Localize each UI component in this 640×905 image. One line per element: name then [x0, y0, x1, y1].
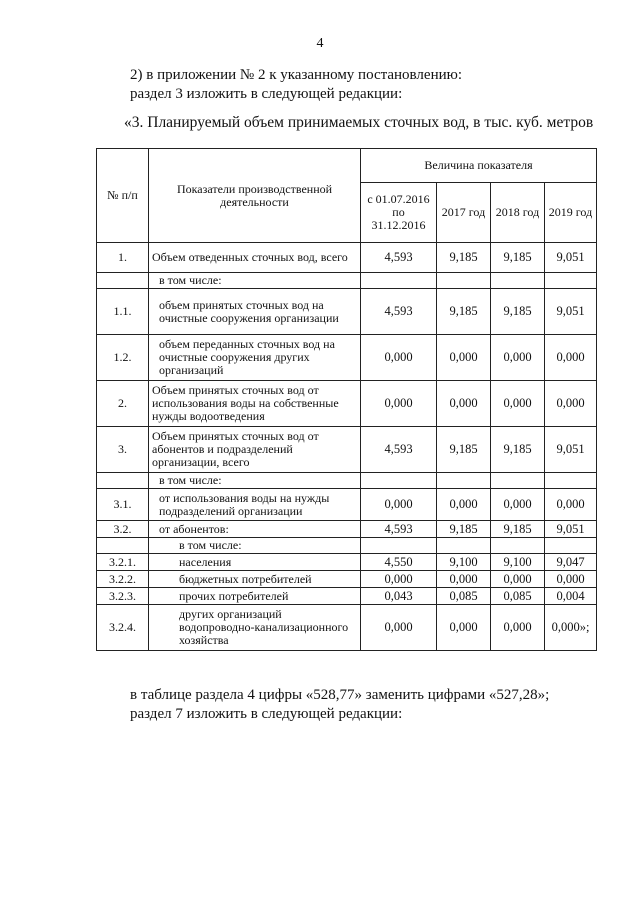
- header-indicator: Показатели производственной деятельности: [149, 149, 361, 243]
- header-value-group: Величина показателя: [361, 149, 597, 183]
- value-2019: 0,000: [545, 335, 597, 381]
- outro-line-1: в таблице раздела 4 цифры «528,77» заменить цифрами «527,28»;: [130, 687, 550, 703]
- value-period: 0,000: [361, 571, 437, 588]
- value-2017: [437, 273, 491, 289]
- value-period: 4,593: [361, 521, 437, 538]
- value-2017: 0,085: [437, 588, 491, 605]
- value-2017: 0,000: [437, 335, 491, 381]
- value-2017: 9,100: [437, 554, 491, 571]
- value-2017: 9,185: [437, 289, 491, 335]
- value-2017: 9,185: [437, 427, 491, 473]
- value-2018: 0,085: [491, 588, 545, 605]
- header-2019: 2019 год: [545, 183, 597, 243]
- value-2019: 9,047: [545, 554, 597, 571]
- table-row: [97, 554, 597, 571]
- value-2017: 0,000: [437, 571, 491, 588]
- row-name: Объем принятых сточных вод от абонентов и подразделений организации, всего: [149, 427, 361, 473]
- intro-line-1: 2) в приложении № 2 к указанному постановлению:: [130, 67, 462, 83]
- value-period: [361, 273, 437, 289]
- row-name: объем переданных сточных вод на очистные сооружения других организаций: [149, 335, 361, 381]
- value-2017: 9,185: [437, 243, 491, 273]
- row-name: в том числе:: [149, 538, 361, 554]
- value-2019: 9,051: [545, 243, 597, 273]
- row-name: объем принятых сточных вод на очистные сооружения организации: [149, 289, 361, 335]
- table-row: [97, 243, 597, 273]
- value-2018: [491, 473, 545, 489]
- table-row: [97, 381, 597, 427]
- value-period: 4,593: [361, 243, 437, 273]
- value-2018: [491, 273, 545, 289]
- value-2019: [545, 273, 597, 289]
- value-period: [361, 473, 437, 489]
- row-name: Объем отведенных сточных вод, всего: [149, 243, 361, 273]
- value-2019: 9,051: [545, 521, 597, 538]
- value-2019: 9,051: [545, 427, 597, 473]
- row-name: населения: [149, 554, 361, 571]
- value-2019: 9,051: [545, 289, 597, 335]
- value-2018: 9,100: [491, 554, 545, 571]
- value-2018: 0,000: [491, 381, 545, 427]
- table-row: [97, 273, 597, 289]
- row-no: 1.: [97, 243, 149, 273]
- value-period: 0,000: [361, 381, 437, 427]
- header-no: № п/п: [97, 149, 149, 243]
- value-2018: 9,185: [491, 289, 545, 335]
- row-name: от использования воды на нужды подразделений организации: [149, 489, 361, 521]
- value-period: 0,000: [361, 605, 437, 651]
- value-2019: 0,000: [545, 571, 597, 588]
- row-no: 3.2.: [97, 521, 149, 538]
- value-period: 4,593: [361, 427, 437, 473]
- table-row: [97, 588, 597, 605]
- planned-volume-table: [96, 148, 597, 651]
- value-2017: [437, 473, 491, 489]
- value-2018: 9,185: [491, 243, 545, 273]
- table-row: [97, 473, 597, 489]
- row-name: бюджетных потребителей: [149, 571, 361, 588]
- value-2017: 0,000: [437, 381, 491, 427]
- header-2017: 2017 год: [437, 183, 491, 243]
- value-2019: [545, 538, 597, 554]
- row-no: 2.: [97, 381, 149, 427]
- value-period: 0,000: [361, 335, 437, 381]
- value-2018: 0,000: [491, 335, 545, 381]
- value-2019: 0,000: [545, 489, 597, 521]
- row-name: от абонентов:: [149, 521, 361, 538]
- row-no: [97, 473, 149, 489]
- value-2017: 0,000: [437, 605, 491, 651]
- table-row: [97, 335, 597, 381]
- header-2018: 2018 год: [491, 183, 545, 243]
- page-number: 4: [316, 36, 324, 51]
- table-row: [97, 538, 597, 554]
- value-2018: [491, 538, 545, 554]
- table-row: [97, 427, 597, 473]
- value-period: 0,000: [361, 489, 437, 521]
- row-no: [97, 538, 149, 554]
- intro-line-2: раздел 3 изложить в следующей редакции:: [130, 86, 403, 102]
- row-no: 1.2.: [97, 335, 149, 381]
- row-no: [97, 273, 149, 289]
- outro-line-2: раздел 7 изложить в следующей редакции:: [130, 706, 403, 722]
- table-row: [97, 571, 597, 588]
- row-no: 3.1.: [97, 489, 149, 521]
- value-2017: 9,185: [437, 521, 491, 538]
- row-no: 3.2.3.: [97, 588, 149, 605]
- value-period: 4,593: [361, 289, 437, 335]
- row-name: прочих потребителей: [149, 588, 361, 605]
- row-no: 3.2.2.: [97, 571, 149, 588]
- row-name: других организаций водопроводно-канализационного хозяйства: [149, 605, 361, 651]
- table-row: [97, 489, 597, 521]
- value-period: 0,043: [361, 588, 437, 605]
- value-2018: 0,000: [491, 489, 545, 521]
- row-name: в том числе:: [149, 273, 361, 289]
- header-period: с 01.07.2016 по 31.12.2016: [361, 183, 437, 243]
- value-2018: 0,000: [491, 605, 545, 651]
- row-no: 1.1.: [97, 289, 149, 335]
- value-period: 4,550: [361, 554, 437, 571]
- row-no: 3.2.4.: [97, 605, 149, 651]
- value-2019: 0,000: [545, 381, 597, 427]
- row-name: Объем принятых сточных вод от использования воды на собственные нужды водоотведения: [149, 381, 361, 427]
- value-2018: 0,000: [491, 571, 545, 588]
- table-row: [97, 289, 597, 335]
- table-row: [97, 605, 597, 651]
- row-no: 3.: [97, 427, 149, 473]
- value-2017: 0,000: [437, 489, 491, 521]
- row-name: в том числе:: [149, 473, 361, 489]
- row-no: 3.2.1.: [97, 554, 149, 571]
- value-2019: 0,000»;: [545, 605, 597, 651]
- value-2018: 9,185: [491, 521, 545, 538]
- section-title: «3. Планируемый объем принимаемых сточных вод, в тыс. куб. метров: [124, 114, 594, 131]
- value-2017: [437, 538, 491, 554]
- value-period: [361, 538, 437, 554]
- value-2018: 9,185: [491, 427, 545, 473]
- table-row: [97, 521, 597, 538]
- value-2019: [545, 473, 597, 489]
- value-2019: 0,004: [545, 588, 597, 605]
